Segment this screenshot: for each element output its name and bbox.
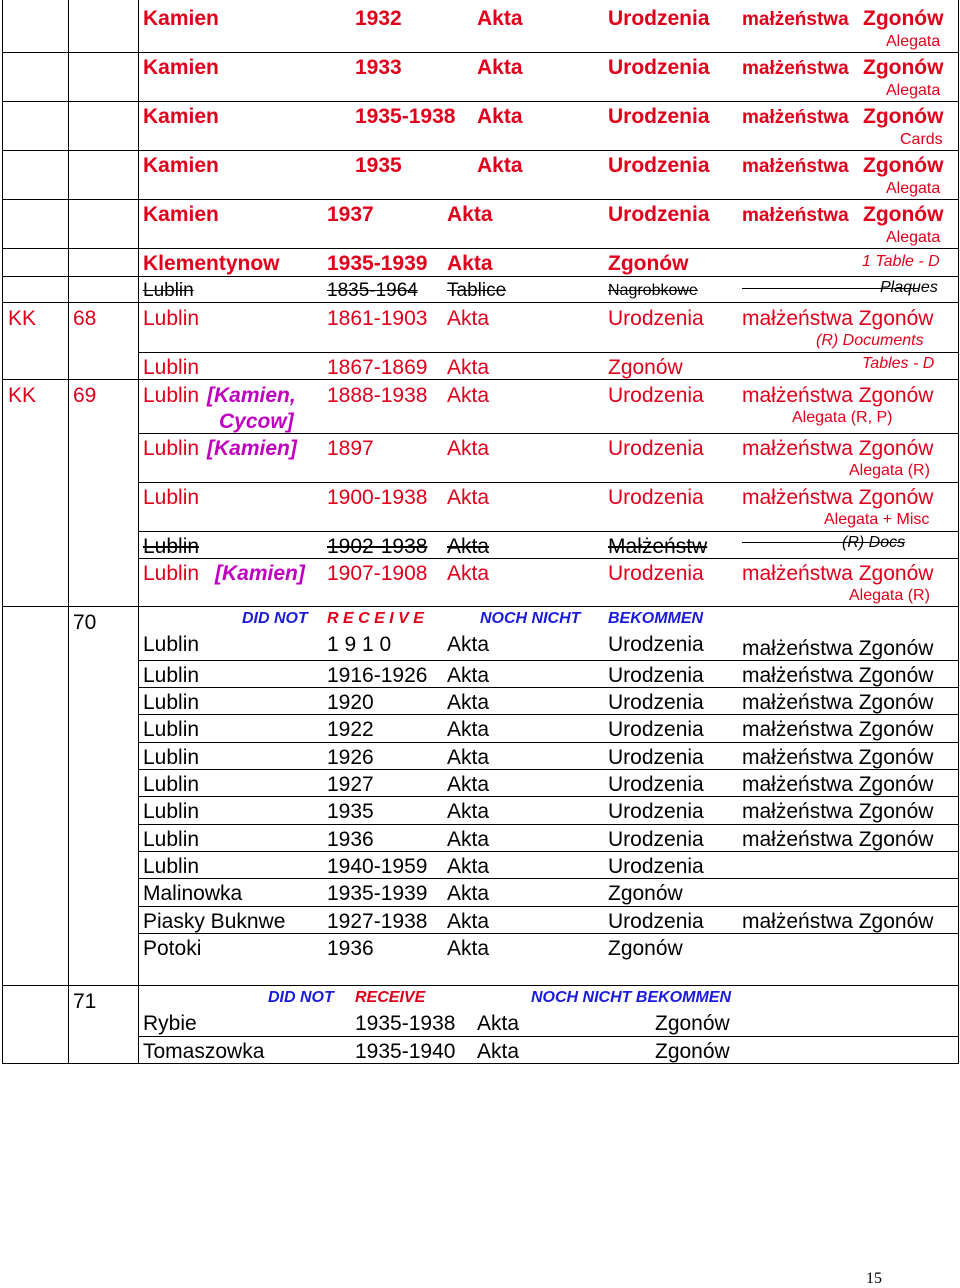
record-kind: Urodzenia: [608, 746, 704, 769]
record-type: Akta: [477, 7, 523, 30]
record-type: Akta: [447, 718, 490, 741]
record-years: 1937: [327, 203, 374, 226]
record-note: Tables - D: [862, 355, 935, 372]
record-type: Tablice: [447, 280, 507, 301]
record-type: Akta: [447, 691, 490, 714]
record-bracket: [Kamien]: [207, 437, 297, 460]
record-years: 1936: [327, 828, 374, 851]
grid-line: [138, 433, 959, 434]
record-kind: Urodzenia: [608, 855, 704, 878]
record-kind: Zgonów: [863, 203, 944, 226]
record-kind: małżeństwa Zgonów: [742, 307, 934, 330]
record-years: 1900-1938: [327, 486, 428, 509]
record-kind: małżeństwa: [742, 205, 849, 226]
record-kind: Urodzenia: [608, 105, 710, 128]
record-place: Kamien: [143, 56, 219, 79]
record-type: Akta: [447, 252, 493, 275]
record-kind: Urodzenia: [608, 828, 704, 851]
record-kind: małżeństwa Zgonów: [742, 718, 934, 741]
kk-number: 68: [73, 307, 97, 330]
record-kind: małżeństwa Zgonów: [742, 828, 934, 851]
record-years: 1935-1939: [327, 882, 428, 905]
not-received-label: NOCH NICHT: [480, 610, 581, 627]
record-type: Akta: [447, 773, 490, 796]
record-years: 1935-1938: [355, 1012, 456, 1035]
record-kind: małżeństwa: [742, 107, 849, 128]
grid-line: [138, 714, 959, 715]
record-note: Alegata: [886, 229, 941, 246]
grid-line: [138, 482, 959, 483]
record-kind: Urodzenia: [608, 633, 704, 656]
record-kind: Zgonów: [863, 7, 944, 30]
record-type: Akta: [447, 882, 490, 905]
record-type: Akta: [477, 1040, 520, 1063]
not-received-label: NOCH NICHT BEKOMMEN: [531, 989, 731, 1006]
record-years: 1935-1938: [355, 105, 456, 128]
not-received-label: BEKOMMEN: [608, 610, 704, 627]
record-kind: Urodzenia: [608, 203, 710, 226]
record-years: 1835-1964: [327, 280, 418, 301]
record-kind: małżeństwa Zgonów: [742, 910, 934, 933]
grid-line: [2, 52, 959, 53]
record-kind: Urodzenia: [608, 154, 710, 177]
record-note: Alegata (R): [849, 587, 930, 604]
record-kind: Zgonów: [608, 356, 683, 379]
record-type: Akta: [447, 937, 490, 960]
record-place: Lublin: [143, 800, 200, 823]
grid-line: [138, 769, 959, 770]
record-place: Lublin: [143, 855, 200, 878]
record-type: Akta: [447, 800, 490, 823]
page-number: 15: [866, 1270, 882, 1287]
record-years: 1867-1869: [327, 356, 428, 379]
grid-line: [138, 796, 959, 797]
record-years: 1927: [327, 773, 374, 796]
record-bracket: [Kamien]: [215, 562, 305, 585]
record-years: 1907-1908: [327, 562, 428, 585]
not-received-label: DID NOT: [268, 989, 334, 1006]
record-kind: małżeństwa Zgonów: [742, 746, 934, 769]
record-kind: Urodzenia: [608, 664, 704, 687]
grid-line: [138, 933, 959, 934]
record-kind: Urodzenia: [608, 307, 704, 330]
record-kind: Urodzenia: [608, 800, 704, 823]
record-place: Lublin: [143, 280, 194, 301]
record-type: Akta: [447, 633, 490, 656]
record-kind: Urodzenia: [608, 56, 710, 79]
record-note: Alegata: [886, 33, 941, 50]
record-place: Lublin: [143, 773, 200, 796]
record-note: (R) Documents: [816, 332, 924, 349]
record-type: Akta: [447, 384, 490, 407]
record-years: 1935-1939: [327, 252, 428, 275]
record-place: Kamien: [143, 105, 219, 128]
grid-line: [2, 150, 959, 151]
grid-line: [138, 1036, 959, 1037]
record-place: Tomaszowka: [143, 1040, 265, 1063]
record-type: Akta: [447, 535, 490, 558]
record-years: 1920: [327, 691, 374, 714]
grid-line: [68, 0, 69, 1064]
record-kind: Zgonów: [608, 252, 689, 275]
grid-line: [2, 101, 959, 102]
grid-line: [138, 558, 959, 559]
record-type: Akta: [477, 1012, 520, 1035]
record-note: Cards: [900, 131, 943, 148]
grid-line: [138, 878, 959, 879]
record-years: 1940-1959: [327, 855, 428, 878]
record-kind: Urodzenia: [608, 384, 704, 407]
record-years: 1933: [355, 56, 402, 79]
record-kind: małżeństwa Zgonów: [742, 437, 934, 460]
record-kind: małżeństwa: [742, 156, 849, 177]
record-kind: Urodzenia: [608, 562, 704, 585]
record-type: Akta: [477, 105, 523, 128]
record-bracket: Cycow]: [219, 410, 294, 433]
record-years: 1897: [327, 437, 374, 460]
record-place: Lublin: [143, 437, 200, 460]
record-place: Lublin: [143, 307, 200, 330]
record-years: 1932: [355, 7, 402, 30]
grid-line: [138, 531, 959, 532]
record-type: Akta: [447, 307, 490, 330]
record-type: Akta: [447, 664, 490, 687]
record-kind: małżeństwa: [742, 58, 849, 79]
record-kind: Zgonów: [863, 105, 944, 128]
record-years: 1888-1938: [327, 384, 428, 407]
record-note: Alegata (R): [849, 462, 930, 479]
record-kind: Zgonów: [863, 154, 944, 177]
record-years: 1936: [327, 937, 374, 960]
record-kind: małżeństwa Zgonów: [742, 691, 934, 714]
grid-line: [138, 687, 959, 688]
record-kind: Urodzenia: [608, 7, 710, 30]
record-kind: Zgonów: [655, 1012, 730, 1035]
grid-line: [138, 660, 959, 661]
record-place: Kamien: [143, 154, 219, 177]
record-years: 1916-1926: [327, 664, 428, 687]
record-kind: Urodzenia: [608, 718, 704, 741]
record-kind: Urodzenia: [608, 486, 704, 509]
record-kind: małżeństwa: [742, 9, 849, 30]
record-kind: małżeństwa Zgonów: [742, 384, 934, 407]
grid-line: [138, 824, 959, 825]
record-place: Potoki: [143, 937, 202, 960]
not-received-label: DID NOT: [242, 610, 308, 627]
not-received-label: RECEIVE: [355, 989, 426, 1006]
record-kind: małżeństwa Zgonów: [742, 664, 934, 687]
record-place: Piasky Buknwe: [143, 910, 286, 933]
kk-number: 69: [73, 384, 97, 407]
record-years: 1935-1940: [355, 1040, 456, 1063]
record-type: Akta: [447, 746, 490, 769]
record-place: Lublin: [143, 746, 200, 769]
grid-line: [138, 742, 959, 743]
grid-line: [2, 985, 959, 986]
grid-line: [2, 276, 959, 277]
grid-line: [138, 851, 959, 852]
record-years: 1861-1903: [327, 307, 428, 330]
record-type: Akta: [447, 203, 493, 226]
record-kind: Urodzenia: [608, 910, 704, 933]
record-kind: małżeństwa Zgonów: [742, 637, 934, 660]
record-place: Lublin: [143, 535, 200, 558]
record-place: Lublin: [143, 828, 200, 851]
grid-line: [138, 0, 139, 1064]
section-number: 70: [73, 611, 97, 634]
record-type: Akta: [477, 154, 523, 177]
record-note: 1 Table - D: [862, 253, 940, 270]
record-place: Lublin: [143, 486, 200, 509]
record-kind: Zgonów: [608, 882, 683, 905]
record-years: 1926: [327, 746, 374, 769]
record-place: Lublin: [143, 356, 200, 379]
record-years: 1927-1938: [327, 910, 428, 933]
record-note: Alegata + Misc: [824, 511, 930, 528]
grid-line: [958, 0, 959, 1064]
record-place: Lublin: [143, 718, 200, 741]
record-note: Alegata: [886, 82, 941, 99]
record-type: Akta: [447, 356, 490, 379]
record-place: Malinowka: [143, 882, 243, 905]
grid-line: [2, 606, 959, 607]
record-years: 1935: [355, 154, 402, 177]
record-type: Akta: [477, 56, 523, 79]
record-type: Akta: [447, 910, 490, 933]
grid-line: [2, 248, 959, 249]
strike-line: [742, 542, 846, 543]
record-kind: małżeństwa Zgonów: [742, 800, 934, 823]
record-place: Lublin: [143, 691, 200, 714]
record-years: 1935: [327, 800, 374, 823]
record-place: Lublin: [143, 384, 200, 407]
record-bracket: [Kamien,: [207, 384, 296, 407]
record-kind: małżeństwa Zgonów: [742, 486, 934, 509]
record-years: 1 9 1 0: [327, 633, 392, 656]
record-kind: Małżeństw: [608, 535, 708, 558]
record-place: Rybie: [143, 1012, 197, 1035]
record-type: Akta: [447, 486, 490, 509]
kk-prefix: KK: [8, 384, 37, 407]
record-kind: Urodzenia: [608, 691, 704, 714]
record-years: 1922: [327, 718, 374, 741]
record-place: Lublin: [143, 633, 200, 656]
kk-prefix: KK: [8, 307, 37, 330]
record-note: (R) Docs: [842, 534, 906, 551]
grid-line: [2, 0, 3, 1064]
grid-line: [2, 199, 959, 200]
grid-line: [138, 352, 959, 353]
record-kind: Zgonów: [608, 937, 683, 960]
record-kind: Zgonów: [655, 1040, 730, 1063]
record-kind: Urodzenia: [608, 437, 704, 460]
record-kind: Urodzenia: [608, 773, 704, 796]
record-type: Akta: [447, 562, 490, 585]
grid-line: [2, 302, 959, 303]
grid-line: [2, 379, 959, 380]
record-kind: małżeństwa Zgonów: [742, 773, 934, 796]
record-kind: małżeństwa Zgonów: [742, 562, 934, 585]
record-place: Kamien: [143, 7, 219, 30]
record-place: Lublin: [143, 664, 200, 687]
record-kind: Zgonów: [863, 56, 944, 79]
grid-line: [138, 906, 959, 907]
record-note: Plaques: [880, 279, 938, 296]
record-type: Akta: [447, 437, 490, 460]
not-received-label: R E C E I V E: [327, 610, 424, 627]
section-number: 71: [73, 990, 97, 1013]
record-note: Alegata: [886, 180, 941, 197]
record-note: Alegata (R, P): [792, 409, 893, 426]
record-type: Akta: [447, 828, 490, 851]
record-kind: Nagrobkowe: [608, 282, 698, 299]
record-type: Akta: [447, 855, 490, 878]
record-place: Kamien: [143, 203, 219, 226]
record-place: Lublin: [143, 562, 200, 585]
record-place: Klementynow: [143, 252, 280, 275]
grid-line: [2, 1063, 959, 1064]
record-years: 1902-1938: [327, 535, 428, 558]
